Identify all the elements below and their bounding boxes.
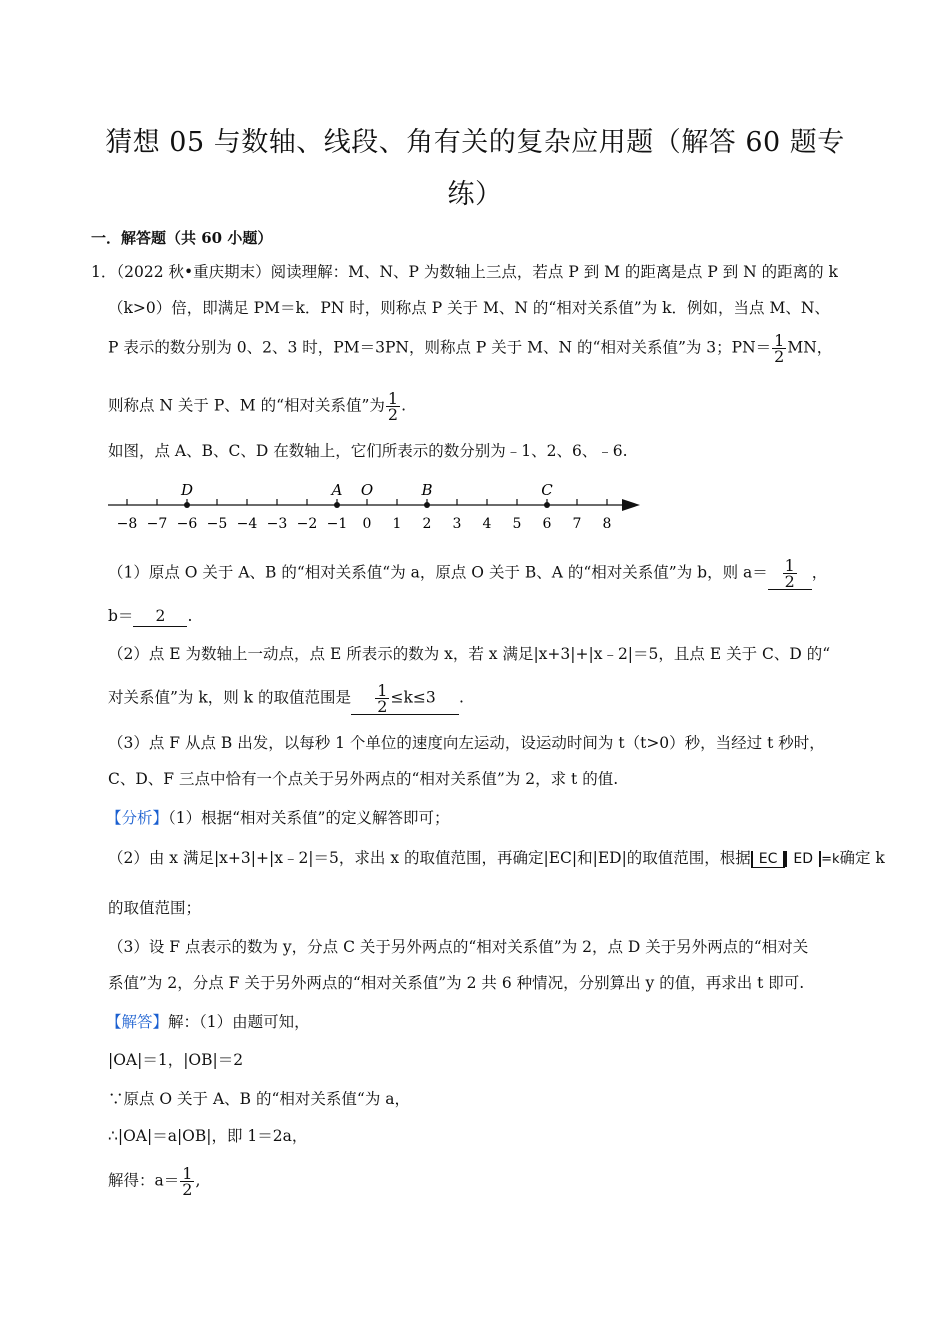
ratio-numerator: EC — [751, 851, 786, 868]
number-line-tick-label: −4 — [236, 516, 258, 532]
fraction-one-half — [386, 391, 400, 422]
fraction-numerator: 1 — [387, 389, 399, 408]
part1-text: （1）原点 O 关于 A、B 的“相对关系值“为 a，原点 O 关于 B、A 的“相对关系值”为 b，则 a＝ — [108, 563, 768, 582]
solution-text5: 解得：a＝ — [108, 1171, 180, 1190]
number-line-tick-label: 4 — [482, 516, 492, 532]
solution-text1: 解：（1）由题可知， — [168, 1013, 310, 1031]
number-line-point-label: D — [180, 481, 194, 499]
analysis-text2: （2）由 x 满足|x+3|+|x﹣2|＝5，求出 x 的取值范围，再确定|EC|和|ED|的取值范围，根据 — [108, 849, 751, 867]
number-line-point — [334, 502, 340, 508]
number-line-tick-label: 8 — [602, 516, 612, 532]
q1-intro-line4-text: 则称点 N 关于 P、M 的“相对关系值”为 — [108, 396, 385, 415]
number-line-tick-label: 0 — [362, 516, 372, 532]
answer-fraction-one-half — [375, 683, 389, 714]
number-line-tick-label: −6 — [176, 516, 198, 532]
analysis-text1: （1）根据“相对关系值”的定义解答即可； — [168, 809, 450, 827]
part3-line1: （3）点 F 从点 B 出发，以每秒 1 个单位的速度向左运动，设运动时间为 t（t>0）秒，当经过 t 秒时， — [108, 734, 825, 752]
part1-line1 — [108, 558, 827, 590]
number-line-point-label: C — [541, 481, 553, 499]
q1-intro-line1: 1．（2022 秋•重庆期末）阅读理解：M、N、P 为数轴上三点，若点 P 到 M 的距离是点 P 到 N 的距离的 k — [91, 263, 838, 281]
number-line-tick-label: −7 — [146, 516, 168, 532]
number-line-tick-label: −5 — [206, 516, 228, 532]
analysis-line1 — [106, 808, 449, 828]
figure-description: 如图，点 A、B、C、D 在数轴上，它们所表示的数分别为﹣1、2、6、﹣6. — [108, 442, 628, 460]
solution-tag: 【解答】 — [106, 1013, 169, 1031]
solution-line4: ∴|OA|＝a|OB|，即 1＝2a， — [108, 1127, 308, 1145]
ratio-ec-ed — [751, 851, 821, 867]
analysis-line3: 的取值范围； — [108, 899, 202, 917]
fraction-denominator: 2 — [774, 347, 785, 366]
q1-intro-line2: （k>0）倍，即满足 PM＝k．PN 时，则称点 P 关于 M、N 的“相对关系值”为 k．例如，当点 M、N、 — [108, 299, 830, 317]
page-title-line1: 猜想 05 与数轴、线段、角有关的复杂应用题（解答 60 题专 — [105, 127, 845, 158]
section-heading: 一．解答题（共 60 小题） — [91, 229, 273, 247]
solution-line1 — [106, 1012, 310, 1032]
number-line-tick-label: −3 — [266, 516, 288, 532]
part2-period: . — [459, 688, 464, 707]
answer-fraction-one-half — [783, 558, 797, 589]
part2-answer-range: ≤k≤3 — [390, 688, 436, 707]
q1-intro-line3 — [108, 333, 832, 364]
q1-intro-line3-text: P 表示的数分别为 0、2、3 时，PM＝3PN，则称点 P 关于 M、N 的“相对关系值”为 3；PN＝ — [108, 338, 772, 357]
analysis-text2-tail: 确定 k — [839, 849, 885, 867]
number-line-arrow — [622, 499, 640, 511]
part2-line2 — [108, 683, 464, 715]
part3-line2: C、D、F 三点中恰有一个点关于另外两点的“相对关系值”为 2，求 t 的值. — [108, 770, 619, 788]
part1-answer-a — [768, 558, 812, 590]
number-line-tick-label: 7 — [572, 516, 582, 532]
number-line-tick-label: −2 — [296, 516, 318, 532]
number-line-tick-label: 6 — [542, 516, 552, 532]
part1-period: . — [187, 607, 193, 625]
number-line-point-label: O — [360, 481, 374, 499]
ratio-equals-k: =k — [821, 852, 840, 867]
fraction-denominator: 2 — [182, 1180, 193, 1199]
part2-line1: （2）点 E 为数轴上一动点，点 E 所表示的数为 x，若 x 满足|x+3|+|x﹣2|＝5，且点 E 关于 C、D 的“ — [108, 645, 831, 663]
fraction-numerator: 1 — [377, 681, 388, 700]
fraction-denominator: 2 — [377, 697, 388, 716]
number-line-point-label: A — [331, 481, 343, 499]
fraction-numerator: 1 — [784, 556, 795, 575]
number-line-tick-label: 2 — [422, 516, 432, 532]
part1-answer-b: 2 — [133, 606, 187, 627]
number-line-tick-label: −8 — [116, 516, 138, 532]
number-line-tick-label: 5 — [512, 516, 522, 532]
part1-b-label: b＝ — [108, 607, 134, 625]
number-line-point — [544, 502, 550, 508]
number-line-figure — [100, 476, 660, 536]
part1-line2 — [108, 606, 192, 627]
part1-comma: ， — [811, 563, 828, 582]
analysis-line4: （3）设 F 点表示的数为 y，分点 C 关于另外两点的“相对关系值”为 2，点 D 关于另外两点的“相对关 — [108, 938, 809, 956]
number-line-tick-label: 3 — [452, 516, 462, 532]
part2-answer — [351, 683, 459, 715]
solution-line3: ∵原点 O 关于 A、B 的“相对关系值“为 a， — [108, 1090, 411, 1108]
fraction-one-half — [772, 333, 786, 364]
fraction-denominator: 2 — [784, 572, 795, 591]
q1-intro-line4 — [108, 391, 406, 422]
analysis-line5: 系值”为 2，分点 F 关于另外两点的“相对关系值”为 2 共 6 种情况，分别算出 y 的值，再求出 t 即可. — [108, 974, 805, 992]
fraction-one-half — [180, 1166, 194, 1197]
q1-intro-line3-tail: MN， — [787, 338, 833, 357]
part2-text: 对关系值”为 k，则 k 的取值范围是 — [108, 688, 351, 707]
number-line-tick-label: −1 — [326, 516, 348, 532]
number-line-tick-label: 1 — [392, 516, 402, 532]
fraction-numerator: 1 — [182, 1164, 193, 1183]
analysis-line2 — [108, 848, 885, 870]
solution-line5 — [108, 1166, 200, 1197]
number-line-point — [184, 502, 190, 508]
fraction-denominator: 2 — [387, 405, 399, 424]
fraction-numerator: 1 — [774, 331, 785, 350]
q1-intro-line4-tail: . — [401, 396, 407, 415]
analysis-tag: 【分析】 — [106, 809, 169, 827]
solution-line2: |OA|＝1，|OB|＝2 — [108, 1051, 244, 1069]
number-line-point-label: B — [421, 481, 433, 499]
ratio-denominator: ED — [785, 851, 821, 867]
solution-text5-tail: , — [195, 1171, 201, 1190]
page-title-line2: 练） — [447, 179, 503, 210]
number-line-point — [424, 502, 430, 508]
